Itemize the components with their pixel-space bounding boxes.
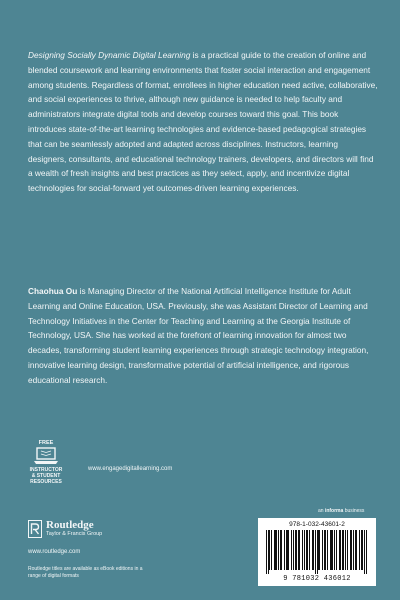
barcode-bar: [286, 530, 287, 570]
barcode-bar: [339, 530, 340, 570]
barcode-bar: [351, 530, 352, 570]
barcode-bar: [309, 530, 310, 570]
barcode-bar: [276, 530, 277, 570]
barcode-bar: [361, 530, 362, 570]
barcode-bar: [319, 530, 320, 570]
free-label: FREE: [38, 440, 54, 446]
barcode-bar: [298, 530, 299, 570]
book-title-italic: Designing Socially Dynamic Digital Learning: [28, 50, 191, 60]
barcode-bar: [291, 530, 292, 570]
barcode-bar: [359, 530, 360, 570]
barcode-bar: [343, 530, 344, 570]
barcode-bar: [355, 530, 356, 570]
barcode-bar: [330, 530, 331, 570]
barcode-bar: [287, 530, 288, 570]
barcode-bar: [318, 530, 319, 570]
barcode-bar: [266, 530, 267, 574]
barcode-bar: [275, 530, 276, 570]
barcode-bar: [307, 530, 308, 570]
publisher-group: Taylor & Francis Group: [46, 531, 103, 537]
barcode-bar: [293, 530, 294, 570]
free-resources-badge: [26, 440, 66, 485]
isbn-barcode: [258, 518, 376, 586]
informa-suffix: business: [344, 508, 365, 514]
isbn-label: 978-1-032-43601-2: [289, 521, 345, 528]
barcode-bar: [366, 530, 367, 574]
book-laptop-icon: [33, 447, 59, 465]
barcode-bar: [268, 530, 269, 574]
barcode-bar: [299, 530, 300, 570]
barcode-bar: [327, 530, 328, 570]
barcode-bar: [332, 530, 333, 570]
barcode-bar: [340, 530, 341, 570]
barcode-bar: [295, 530, 296, 570]
informa-prefix: an: [318, 508, 324, 514]
barcode-bar: [364, 530, 365, 574]
barcode-bar: [325, 530, 326, 570]
resources-label: RESOURCES: [30, 479, 62, 485]
barcode-bar: [353, 530, 354, 570]
barcode-bar: [313, 530, 314, 570]
publisher-name: Routledge: [46, 519, 94, 531]
instructor-label: INSTRUCTOR: [29, 467, 63, 473]
student-label: & STUDENT: [31, 473, 61, 479]
barcode-bar: [342, 530, 343, 570]
barcode-bar: [274, 530, 275, 570]
publisher-logo-block: [28, 520, 102, 538]
barcode-bar: [347, 530, 348, 570]
barcode-bar: [280, 530, 281, 570]
routledge-r-icon: [28, 520, 42, 538]
barcode-digits: 9 781032 436012: [283, 575, 351, 583]
book-description: [28, 48, 378, 196]
barcode-bar: [278, 530, 279, 570]
barcode-bar: [288, 530, 289, 570]
barcode-bar: [356, 530, 357, 570]
author-name: Chaohua Ou: [28, 286, 78, 296]
barcode-bar: [345, 530, 346, 570]
barcode-bar: [334, 530, 335, 570]
barcode-bar: [271, 530, 272, 570]
barcode-bar: [312, 530, 313, 570]
barcode-bar: [362, 530, 363, 570]
barcode-bar: [284, 530, 285, 570]
informa-brand: informa: [324, 508, 344, 514]
barcode-bar: [324, 530, 325, 570]
informa-business-label: [318, 508, 364, 514]
barcode-bar: [315, 530, 316, 574]
barcode-bar: [350, 530, 351, 570]
barcode-bar: [302, 530, 303, 570]
barcode-bar: [304, 530, 305, 570]
resources-url-link[interactable]: www.engagedigitallearning.com: [88, 466, 173, 472]
barcode-bar: [269, 530, 270, 570]
description-body: is a practical guide to the creation of online and blended coursework and learning environments that foster social interaction and engagement among students. Regardless of format, enrollees in higher education need active, collaborative, and social experiences to thrive, although new guidance is needed to help faculty and administrators integrate digital tools and develop courses toward this goal. This book introduces state-of-the-art learning technologies and evidence-based pedagogical strategies that can be seamlessly adopted and adapted across disciplines. Instructors, learning designers, consultants, and educational technology trainers, developers, and directors will find a wealth of fresh insights and best practices as they select, apply, and incentivize digital technologies for social-forward yet outcomes-driven learning experiences.: [28, 50, 378, 194]
barcode-bar: [281, 530, 282, 570]
barcode-bar: [296, 530, 297, 570]
author-bio-body: is Managing Director of the National Artificial Intelligence Institute for Adult Learning and Online Education, USA. Previously, she was Assistant Director of Learning and Technology Initiatives in the Center for Teaching and Learning at the Georgia Institute of Technology, USA. She has worked at the forefront of learning innovation for almost two decades, transforming student learning experiences through strategic technology integration, innovative learning design, transformative potential of artificial intelligence, and rigorous educational research.: [28, 286, 369, 385]
barcode-bar: [336, 530, 337, 570]
barcode-bars: [266, 530, 368, 574]
ebook-note: Routledge titles are available as eBook editions in a range of digital formats: [28, 566, 143, 579]
barcode-bar: [331, 530, 332, 570]
barcode-bar: [317, 530, 318, 574]
author-bio: [28, 284, 378, 388]
barcode-bar: [306, 530, 307, 570]
barcode-bar: [322, 530, 323, 570]
publisher-url-link[interactable]: www.routledge.com: [28, 549, 81, 555]
